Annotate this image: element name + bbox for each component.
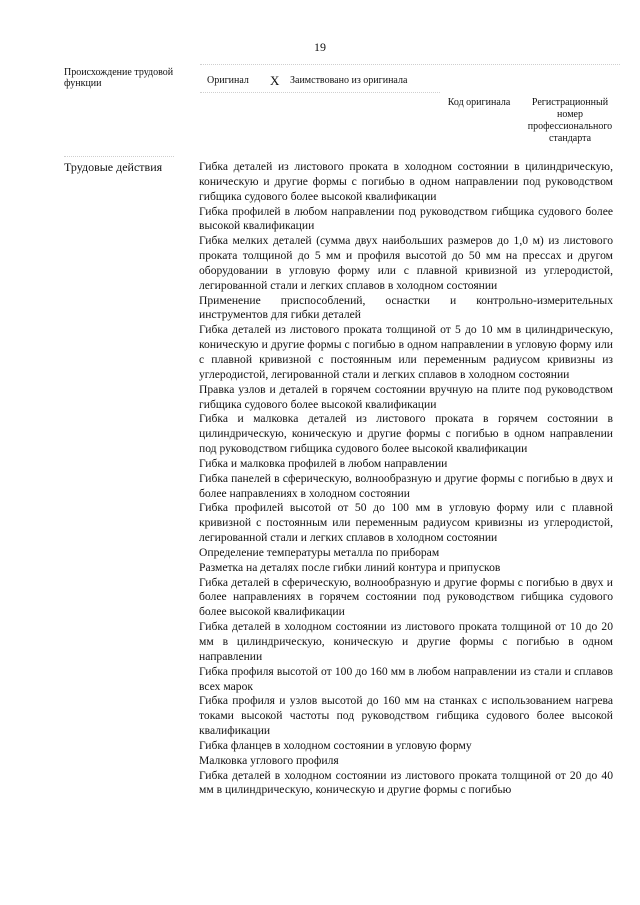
labor-action-item: Гибка профиля высотой от 100 до 160 мм в любом направлении из стали и сплавов всех марок [199, 664, 613, 693]
labor-action-item: Применение приспособлений, оснастки и контрольно-измерительных инструментов для гибки деталей [199, 293, 613, 322]
labor-action-item: Гибка профиля и узлов высотой до 160 мм на станках с использованием нагрева токами высокой частоты под руководством гибщика судового более высокой квалификации [199, 694, 613, 738]
labor-actions-list [199, 160, 613, 798]
header-divider-left [64, 156, 174, 157]
labor-action-item: Гибка мелких деталей (сумма двух наибольших размеров до 1,0 м) из листового проката толщиной до 5 мм и профиля высотой до 50 мм на прессах и другом оборудовании в угловую форму или с плавной кривизной из углеродистой, легированной стали и легких сплавов в холодном состоянии [199, 234, 613, 292]
labor-action-item: Правка узлов и деталей в горячем состоянии вручную на плите под руководством гибщика судового более высокой квалификации [199, 382, 613, 411]
page-number: 19 [314, 40, 326, 54]
header-divider-mid [200, 92, 440, 93]
labor-action-item: Гибка панелей в сферическую, волнообразную и другие формы с погибью в двух и более направлениях в холодном состоянии [199, 471, 613, 500]
labor-action-item: Гибка профилей в любом направлении под руководством гибщика судового более высокой квалификации [199, 204, 613, 233]
labor-action-item: Малковка углового профиля [199, 753, 339, 767]
labor-action-item: Гибка и малковка профилей в любом направлении [199, 456, 448, 470]
origin-option-borrowed: Заимствовано из оригинала [290, 75, 408, 86]
origin-label: Происхождение трудовой функции [64, 67, 174, 89]
column-header-reg-number: Регистрационный номер профессионального стандарта [527, 97, 613, 144]
header-divider-top [200, 64, 620, 65]
labor-action-item: Разметка на деталях после гибки линий контура и припусков [199, 560, 501, 574]
labor-action-item: Гибка деталей в холодном состоянии из листового проката толщиной от 10 до 20 мм в цилиндрическую, коническую и другие формы с погибью в одном направлении [199, 620, 613, 663]
labor-action-item: Гибка деталей из листового проката толщиной от 5 до 10 мм в цилиндрическую, коническую и другие формы с погибью в одном направлении в угловую форму или с плавной кривизной с постоянным или переменным радиусом кривизны из углеродистой, легированной стали и легких сплавов в холодном состоянии [199, 323, 613, 381]
labor-action-item: Гибка деталей из листового проката в холодном состоянии в цилиндрическую, коническую и другие формы с погибью в одном направлении под руководством гибщика судового более высокой квалификации [199, 160, 613, 203]
origin-option-original: Оригинал [207, 75, 249, 86]
column-header-code: Код оригинала [447, 97, 511, 108]
origin-selected-mark: X [270, 73, 280, 88]
labor-action-item: Гибка фланцев в холодном состоянии в угловую форму [199, 738, 472, 752]
labor-actions-label: Трудовые действия [64, 160, 163, 174]
labor-action-item: Гибка деталей в сферическую, волнообразную и другие формы с погибью в двух и более направлениях в горячем состоянии под руководством гибщика судового более высокой квалификации [199, 575, 613, 619]
labor-action-item: Определение температуры металла по приборам [199, 545, 440, 559]
labor-action-item: Гибка профилей высотой от 50 до 100 мм в угловую форму или с плавной кривизной с постоянным или переменным радиусом кривизны из углеродистой, легированной стали и легких сплавов в холодном состоянии [199, 501, 613, 545]
labor-action-item: Гибка и малковка деталей из листового проката в горячем состоянии в цилиндрическую, коническую и другие формы с погибью в одном направлении под руководством гибщика судового более высокой квалификации [199, 412, 613, 456]
labor-action-item: Гибка деталей в холодном состоянии из листового проката толщиной от 20 до 40 мм в цилиндрическую, коническую и другие формы с погибью [199, 768, 613, 797]
